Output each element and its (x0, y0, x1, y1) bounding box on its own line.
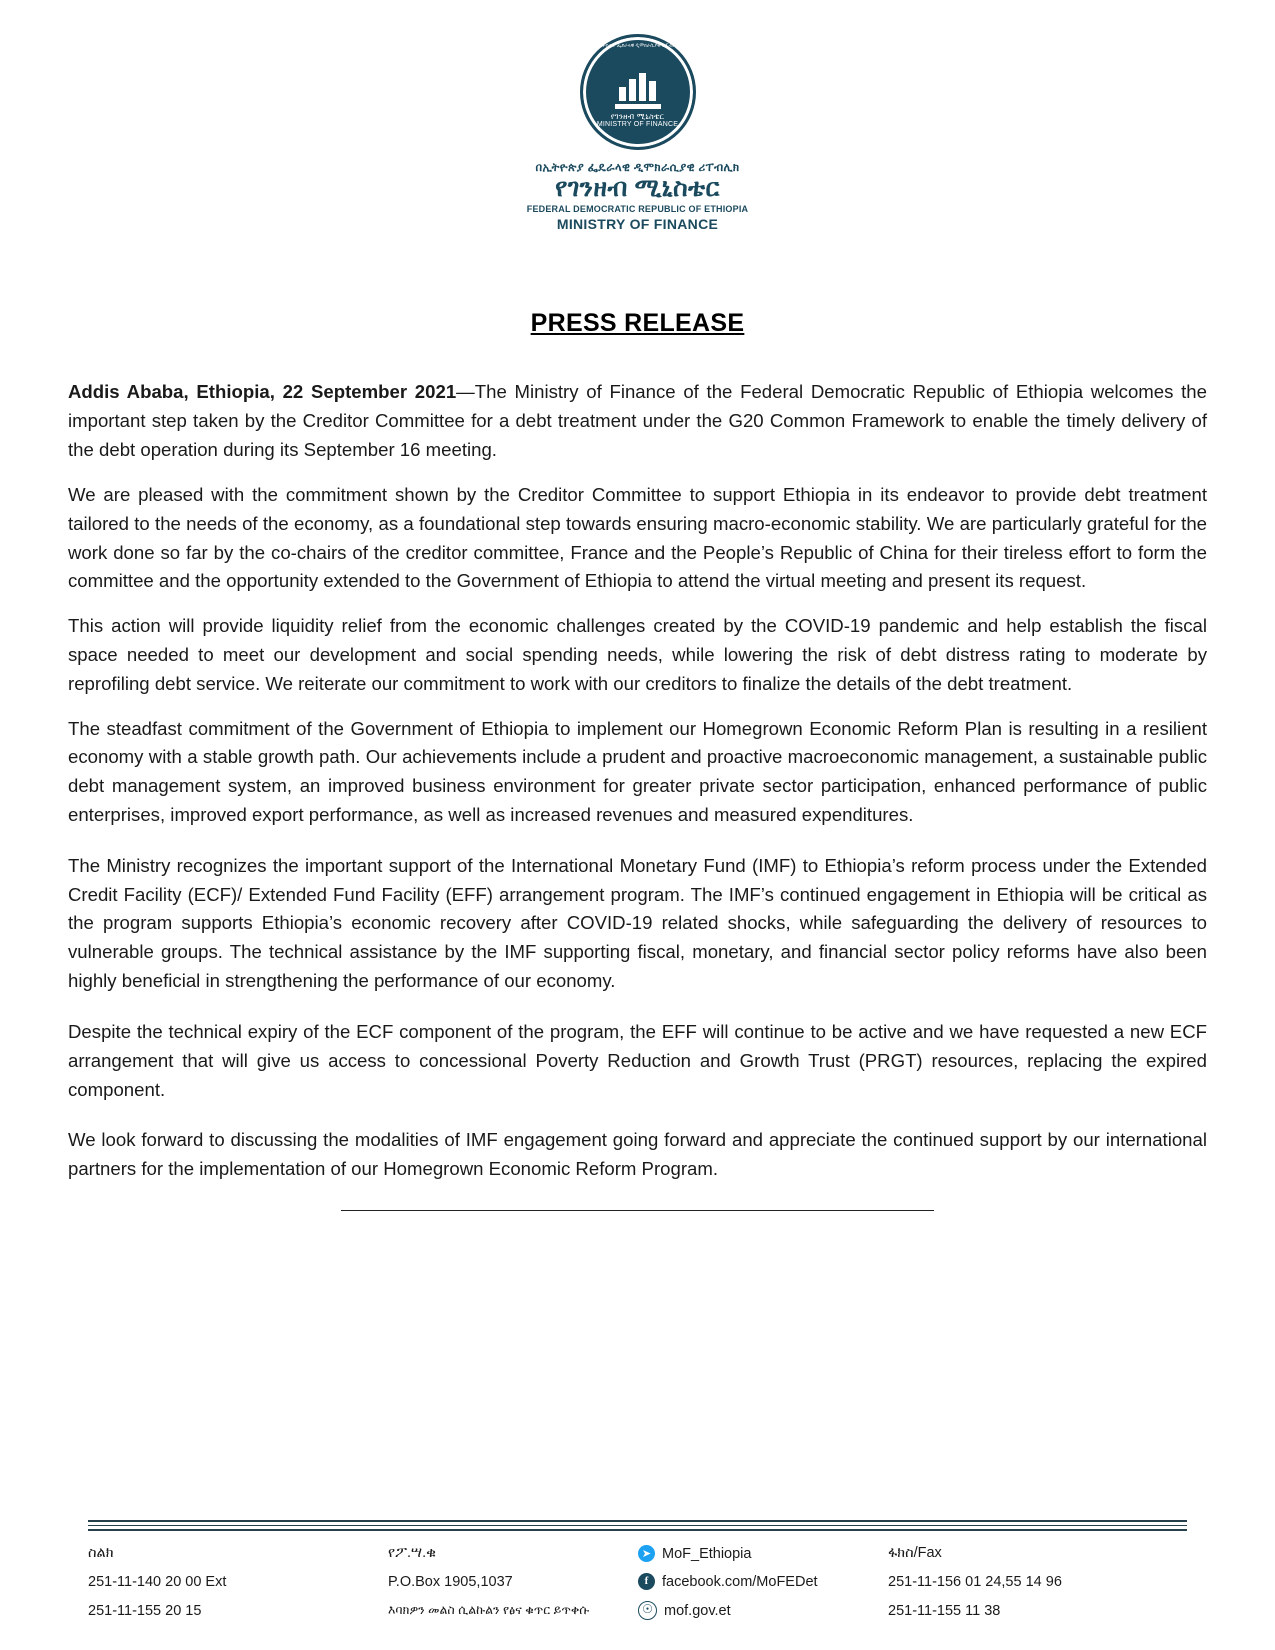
paragraph-2: We are pleased with the commitment shown by the Creditor Committee to support Ethiopia in its endeavor to provide debt treatment tailored to the needs of the economy, as a foundational step towards ensuring macro-economic stability. We are particularly grateful for the work done so far by the co-chairs of the creditor committee, France and the People’s Republic of China for their tireless effort to form the committee and the opportunity extended to the Government of Ethiopia to attend the virtual meeting and present its request. (68, 483, 1207, 592)
dateline: Addis Ababa, Ethiopia, 22 September 2021 (68, 381, 457, 403)
org-amharic-subtitle: በኢትዮጵያ ፌዴራላዊ ዲሞክራሲያዊ ሪፐብሊክ (535, 162, 740, 174)
globe-icon: ☉ (638, 1601, 657, 1620)
seal-text (597, 113, 678, 129)
seal-amharic-name: የገንዘብ ሚኒስቴር (610, 112, 665, 121)
paragraph-4: The steadfast commitment of the Government of Ethiopia to implement our Homegrown Economic Reform Plan is resulting in a resilient economy with a stable growth path. Our achievements include a prudent and proactive macroeconomic management, a sustainable public debt management system, an improved business environment for greater private sector participation, enhanced performance of public enterprises, improved export performance, as well as increased revenues and measured expenditures. (68, 717, 1207, 825)
seal-english-name: MINISTRY OF FINANCE (596, 121, 679, 128)
twitter-handle-label: MoF_Ethiopia (662, 1545, 752, 1562)
letterhead (0, 0, 1275, 231)
footer (0, 1520, 1275, 1650)
twitter-handle[interactable] (638, 1545, 888, 1562)
pobox-note: እባክዎን መልስ ሲልኩልን የፅና ቁጥር ይጥቀሱ (388, 1603, 590, 1617)
seal-buildings-icon (619, 71, 656, 101)
paragraph-3: This action will provide liquidity relief from the economic challenges created by the COVID-19 pandemic and help establish the fiscal space needed to meet our development and social spending needs, while lowering the risk of debt distress rating to moderate by reprofiling debt service. We reiterate our commitment to work with our creditors to finalize the details of the debt treatment. (68, 615, 1207, 694)
facebook-icon: f (638, 1573, 655, 1590)
footer-fax-column (888, 1545, 1168, 1632)
fax-label: ፋክስ/Fax (888, 1545, 942, 1561)
seal-base (615, 104, 661, 109)
phone-label: ስልክ (88, 1545, 114, 1561)
paragraph-1 (68, 378, 1207, 464)
website-link[interactable] (638, 1601, 888, 1620)
footer-rule-top (88, 1520, 1187, 1522)
org-english-title: MINISTRY OF FINANCE (556, 215, 719, 232)
paragraph-5: The Ministry recognizes the important support of the International Monetary Fund (IMF) to Ethiopia’s reform process under the Extended Credit Facility (ECF)/ Extended Fund Facility (EFF) arrangement program. The IMF’s continued engagement in Ethiopia will be critical as the program supports Ethiopia’s economic recovery after COVID-19 related shocks, while safeguarding the delivery of resources to vulnerable groups. The technical assistance by the IMF supporting fiscal, monetary, and financial sector policy reforms have also been highly beneficial in strengthening the performance of our economy. (68, 854, 1207, 992)
footer-rule-middle (88, 1525, 1187, 1526)
footer-pobox-column (388, 1545, 638, 1632)
page-title: PRESS RELEASE (530, 309, 745, 338)
footer-phone-column (88, 1545, 388, 1632)
footer-rule-bottom (88, 1529, 1187, 1531)
ministry-seal-icon (580, 34, 696, 150)
twitter-icon: ➤ (638, 1545, 655, 1562)
fax-number-2: 251-11-155 11 38 (888, 1603, 1001, 1619)
seal-ring-text: የኢትዮጵያ ፌደራላዊ ዲሞክራሲያዊ ሪፐብሊክ (595, 43, 680, 49)
facebook-link[interactable] (638, 1573, 888, 1590)
pobox-label: የፖ.ሣ.ቁ (388, 1545, 436, 1561)
org-english-subtitle: FEDERAL DEMOCRATIC REPUBLIC OF ETHIOPIA (526, 204, 749, 215)
org-amharic-title: የገንዘብ ሚኒስቴር (555, 175, 720, 203)
phone-number-2: 251-11-155 20 15 (88, 1603, 202, 1619)
fax-number-1: 251-11-156 01 24,55 14 96 (888, 1574, 1062, 1590)
document-body (68, 338, 1207, 1211)
paragraph-6: Despite the technical expiry of the ECF component of the program, the EFF will continue to be active and we have requested a new ECF arrangement that will give us access to concessional Poverty Reduction and Growth Trust (PRGT) resources, replacing the expired component. (68, 1020, 1207, 1100)
paragraph-1-text: —The Ministry of Finance of the Federal Democratic Republic of Ethiopia welcomes the important step taken by the Creditor Committee for a debt treatment under the G20 Common Framework to enable the timely delivery of the debt operation during its September 16 meeting. (68, 381, 1207, 461)
facebook-link-label: facebook.com/MoFEDet (662, 1573, 818, 1590)
footer-columns (88, 1545, 1187, 1632)
website-link-label: mof.gov.et (664, 1602, 731, 1619)
paragraph-7: We look forward to discussing the modalities of IMF engagement going forward and appreciate the continued support by our international partners for the implementation of our Homegrown Economic Reform Program. (68, 1129, 1207, 1180)
phone-number-1: 251-11-140 20 00 Ext (88, 1574, 227, 1590)
footer-social-column (638, 1545, 888, 1632)
organization-names (527, 162, 748, 231)
footer-rules (88, 1520, 1187, 1531)
pobox-value: P.O.Box 1905,1037 (388, 1574, 513, 1590)
closing-divider (341, 1210, 933, 1211)
